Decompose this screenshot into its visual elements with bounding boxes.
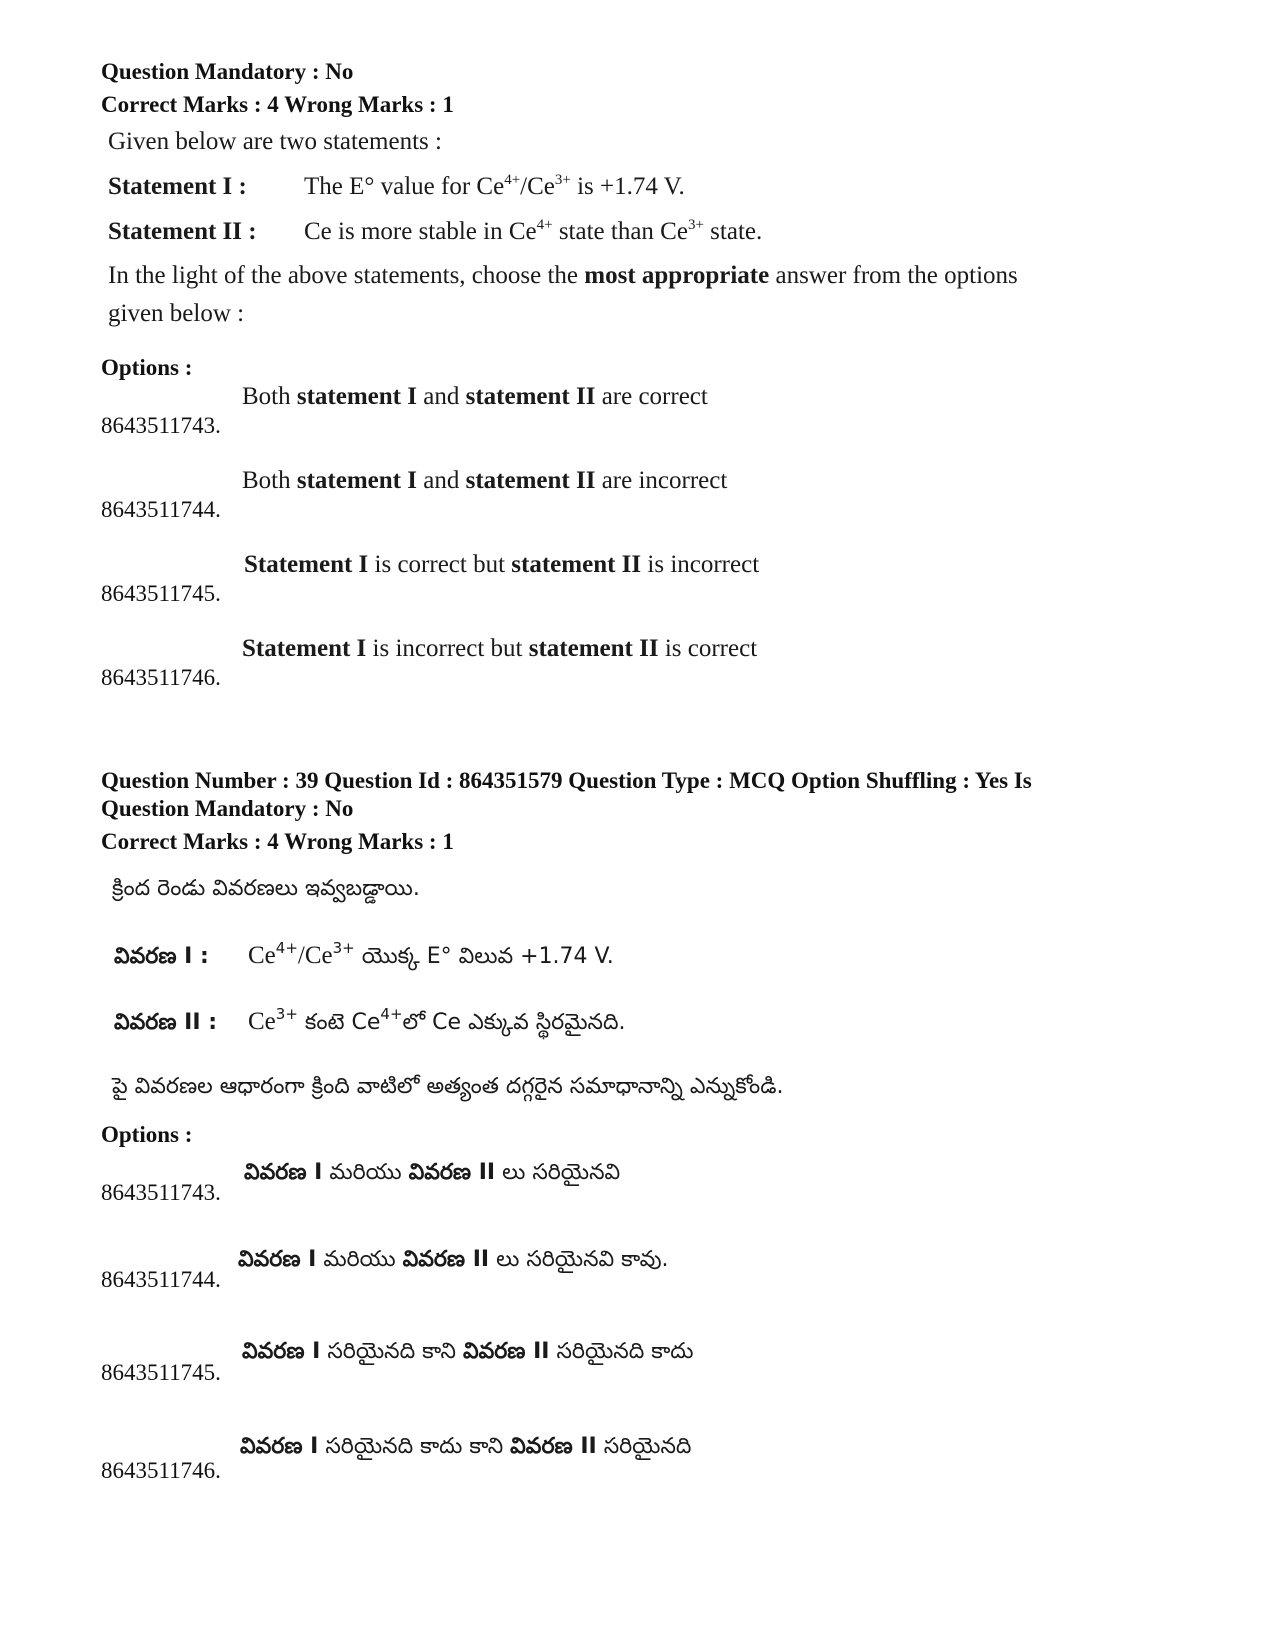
q39-option-1-text: వివరణ I మరియు వివరణ II లు సరియైనవి <box>244 1160 621 1185</box>
q39-option-2-id: 8643511744. <box>101 1267 221 1292</box>
q39-intro: క్రింద రెండు వివరణలు ఇవ్వబడ్డాయి. <box>112 876 420 901</box>
q38-statement-2-label: Statement II : <box>108 218 257 245</box>
q39-option-2-text: వివరణ I మరియు వివరణ II లు సరియైనవి కావు. <box>238 1247 669 1272</box>
q38-statement-1: Statement I : The E° value for $Ce^{4+}/Ce^{3+}$ is +1.74 V. <box>108 172 685 200</box>
q38-instruction-line2: given below : <box>108 300 245 327</box>
q39-instruction: పై వివరణల ఆధారంగా క్రింది వాటిలో అత్యంత దగ్గరైన సమాధానాన్ని ఎన్నుకోండి. <box>112 1074 784 1099</box>
q38-options-label: Options : <box>101 355 193 380</box>
q39-header: Question Number : 39 Question Id : 864351579 Question Type : MCQ Option Shuffling : Yes Is <box>101 768 1032 793</box>
q38-option-4-id: 8643511746. <box>101 665 221 690</box>
q38-marks: Correct Marks : 4 Wrong Marks : 1 <box>101 92 454 117</box>
q38-statement-2: Statement II : Ce is more stable in $Ce^{4+}$ state than $Ce^{3+}$ state. <box>108 217 763 245</box>
q39-option-4-id: 8643511746. <box>101 1458 221 1483</box>
q38-statement-1-label: Statement I : <box>108 173 247 200</box>
q39-marks: Correct Marks : 4 Wrong Marks : 1 <box>101 829 454 854</box>
q38-intro: Given below are two statements : <box>108 128 442 155</box>
q38-mandatory: Question Mandatory : No <box>101 59 354 84</box>
q38-option-3-text: Statement I is correct but statement II is incorrect <box>244 551 760 578</box>
q39-statement-1: వివరణ I : $Ce^{4+}/Ce^{3+}$ యొక్క E° విలువ +1.74 V. <box>114 942 614 974</box>
q39-statement-2-label: వివరణ II : <box>114 1010 217 1035</box>
q39-mandatory: Question Mandatory : No <box>101 796 354 821</box>
q38-option-1-text: Both statement I and statement II are correct <box>242 383 708 410</box>
q38-option-2-text: Both statement I and statement II are incorrect <box>242 467 728 494</box>
q38-instruction: In the light of the above statements, choose the most appropriate answer from the options <box>108 262 1018 289</box>
q38-option-1-id: 8643511743. <box>101 413 221 438</box>
q38-option-4-text: Statement I is incorrect but statement II is correct <box>242 635 758 662</box>
q39-option-3-text: వివరణ I సరియైనది కాని వివరణ II సరియైనది కాదు <box>242 1339 694 1364</box>
q39-statement-2: వివరణ II : $Ce^{3+}$ కంటె $Ce^{4+}లో$ Ce ఎక్కువ స్థిరమైనది. <box>114 1008 625 1040</box>
q39-statement-1-label: వివరణ I : <box>114 944 209 969</box>
q39-options-label: Options : <box>101 1122 193 1147</box>
q38-option-3-id: 8643511745. <box>101 581 221 606</box>
q38-option-2-id: 8643511744. <box>101 497 221 522</box>
q39-option-4-text: వివరణ I సరియైనది కాదు కాని వివరణ II సరియైనది <box>240 1434 692 1459</box>
q39-option-3-id: 8643511745. <box>101 1360 221 1385</box>
q39-option-1-id: 8643511743. <box>101 1180 221 1205</box>
